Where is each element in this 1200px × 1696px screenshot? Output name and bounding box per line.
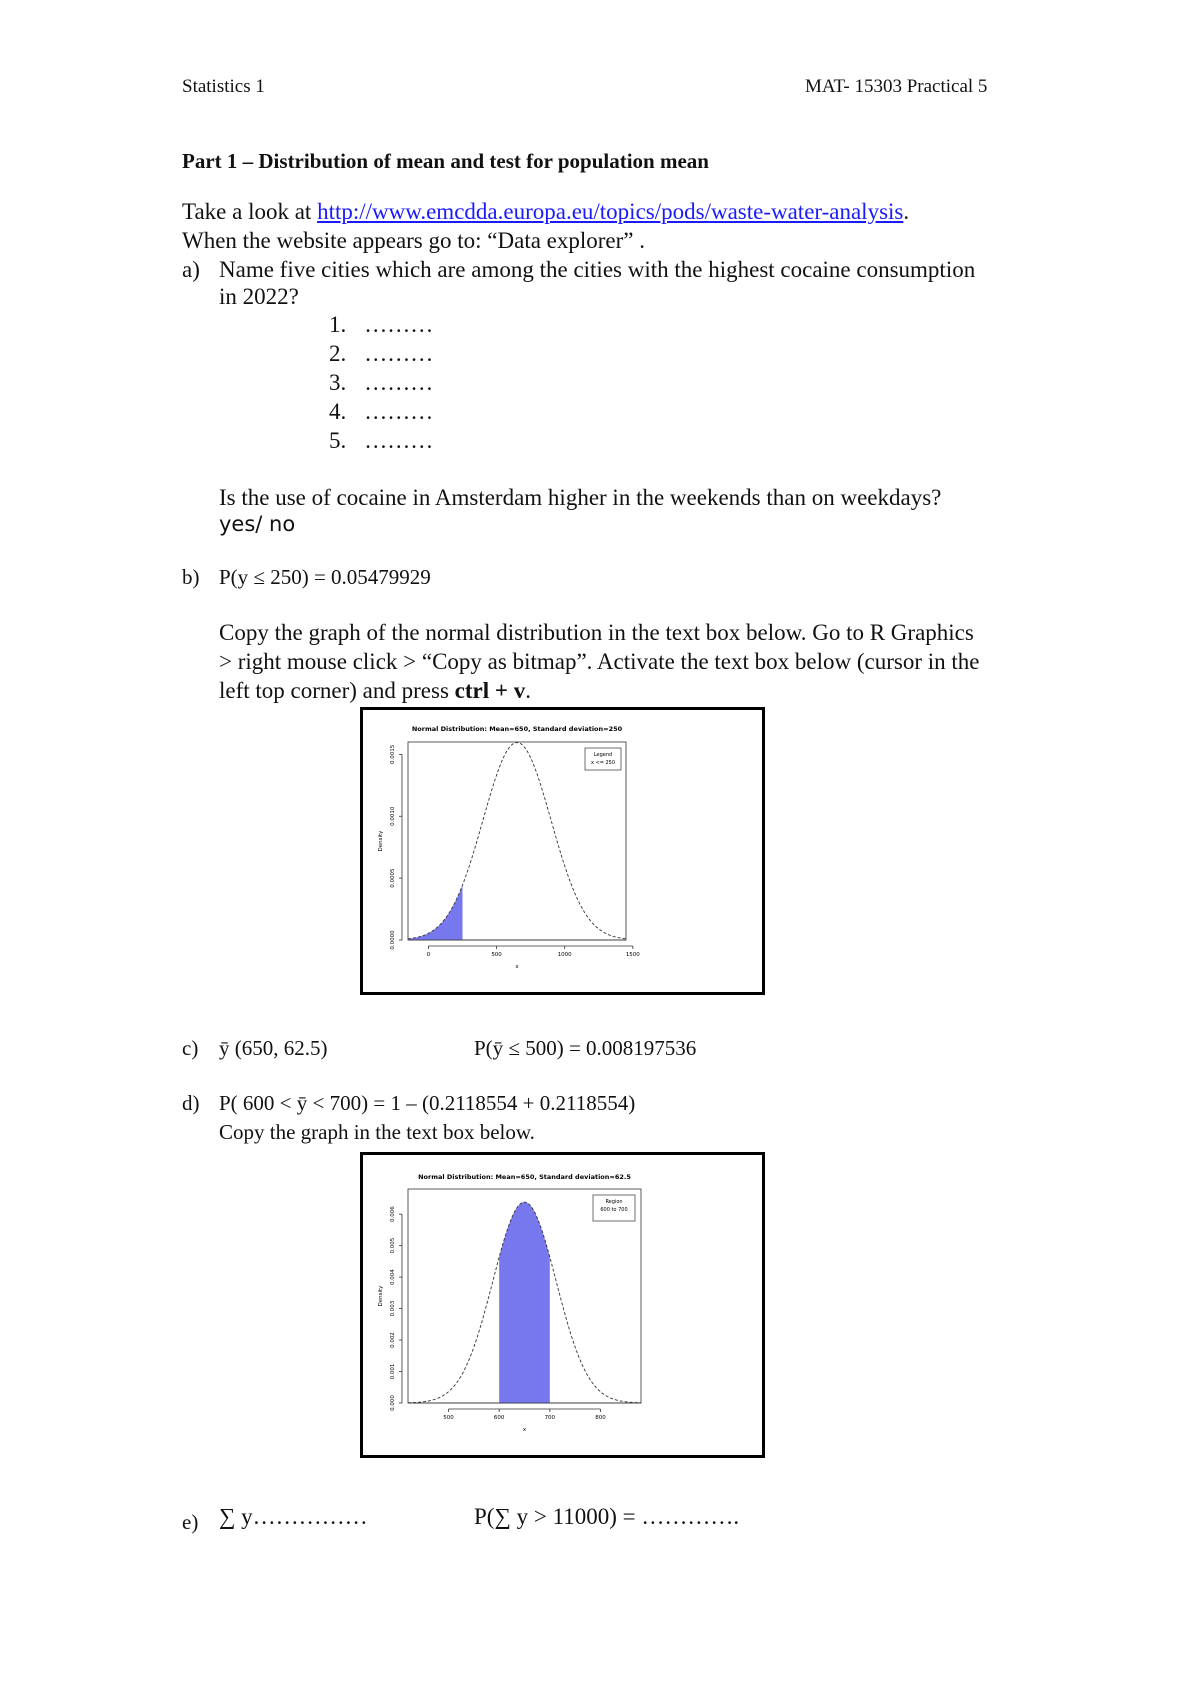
y-tick-label: 0.0015 [390,744,396,764]
normal-distribution-chart-2 [363,1155,762,1455]
legend-entry: x <= 250 [590,760,616,766]
copy-instruction-3 [219,678,531,704]
question-d-copy: Copy the graph in the text box below. [219,1120,535,1144]
question-e-sum: ∑ y…………… [219,1504,368,1529]
y-axis-label: Density [378,830,384,852]
shaded-region [408,885,463,940]
list-item [329,428,433,454]
answer-yes-no: yes/ no [219,512,296,536]
x-tick-label: 500 [443,1415,454,1421]
question-d-prob: P( 600 < ȳ < 700) = 1 – (0.2118554 + 0.2118554) [219,1091,636,1115]
legend-title: Region [605,1199,623,1205]
y-tick-label: 0.0010 [390,806,396,826]
y-tick-label: 0.006 [390,1206,396,1223]
question-amsterdam: Is the use of cocaine in Amsterdam higher in the weekends than on weekdays? [219,485,942,510]
intro-prefix: Take a look at [182,199,318,224]
list-item [329,370,433,396]
question-c-label: c) [182,1036,199,1060]
question-b-label: b) [182,565,200,589]
copy-instruction-3-text: left top corner) and press [219,678,455,703]
legend-title: Legend [593,752,613,758]
header-right: MAT- 15303 Practical 5 [805,76,988,97]
graph-text-box-1[interactable] [360,707,765,995]
copy-instruction-3-end: . [525,678,531,703]
graph-text-box-2[interactable] [360,1152,765,1458]
copy-instruction-1: Copy the graph of the normal distribution in the text box below. Go to R Graphics [219,620,974,645]
normal-distribution-chart-1 [363,710,762,992]
x-tick-label: 1500 [625,952,640,958]
y-tick-label: 0.002 [390,1332,396,1348]
list-item-text: ……… [364,312,434,337]
y-tick-label: 0.0005 [390,868,396,888]
x-tick-label: 0 [426,952,431,958]
chart-title: Normal Distribution: Mean=650, Standard deviation=62.5 [418,1173,631,1181]
intro-line2: When the website appears go to: “Data explorer” . [182,228,645,253]
x-tick-label: 500 [491,952,502,958]
list-item-number: 2. [329,341,347,366]
question-a-line1: Name five cities which are among the cities with the highest cocaine consumption [219,257,976,282]
shortcut-keys: ctrl + v [454,678,526,703]
y-tick-label: 0.000 [390,1395,396,1411]
density-curve [408,743,626,939]
list-item [329,399,433,425]
x-tick-label: 700 [544,1415,556,1421]
y-tick-label: 0.0000 [390,930,396,950]
intro-suffix: . [903,199,910,224]
list-item-text: ……… [364,370,434,395]
y-tick-label: 0.003 [390,1300,396,1317]
header-left: Statistics 1 [182,76,265,97]
list-item-text: ……… [364,341,434,366]
question-e-label: e) [182,1510,199,1534]
list-item-number: 4. [329,399,347,424]
question-c-prob: P(ȳ ≤ 500) = 0.008197536 [474,1036,697,1060]
list-item-number: 1. [329,312,347,337]
y-tick-label: 0.005 [390,1237,396,1254]
website-link[interactable]: http://www.emcdda.europa.eu/topics/pods/waste-water-analysis [317,199,904,224]
question-d-label: d) [182,1091,200,1115]
list-item [329,341,433,367]
x-axis-label: x [515,964,519,970]
part-title: Part 1 – Distribution of mean and test for population mean [182,149,709,173]
x-tick-label: 800 [595,1415,606,1421]
question-a-label: a) [182,257,200,282]
question-c-dist: ȳ (650, 62.5) [219,1036,328,1060]
x-tick-label: 1000 [557,952,572,958]
chart-title: Normal Distribution: Mean=650, Standard deviation=250 [411,725,623,733]
y-tick-label: 0.004 [390,1269,396,1285]
list-item [329,312,433,338]
question-e-prob: P(∑ y > 11000) = …………. [474,1504,740,1529]
list-item-number: 3. [329,370,347,395]
y-tick-label: 0.001 [390,1363,396,1380]
legend-entry: 600 to 700 [600,1207,628,1213]
list-item-number: 5. [329,428,347,453]
copy-instruction-2: > right mouse click > “Copy as bitmap”. Activate the text box below (cursor in the [219,649,980,674]
plot-frame [408,742,626,940]
list-item-text: ……… [364,399,434,424]
intro-line1 [182,199,909,225]
x-axis-label: x [522,1427,527,1433]
y-axis-label: Density [378,1285,384,1307]
question-a-line2: in 2022? [219,284,299,309]
x-tick-label: 600 [493,1415,505,1421]
question-b-prob: P(y ≤ 250) = 0.05479929 [219,565,431,589]
list-item-text: ……… [364,428,434,453]
